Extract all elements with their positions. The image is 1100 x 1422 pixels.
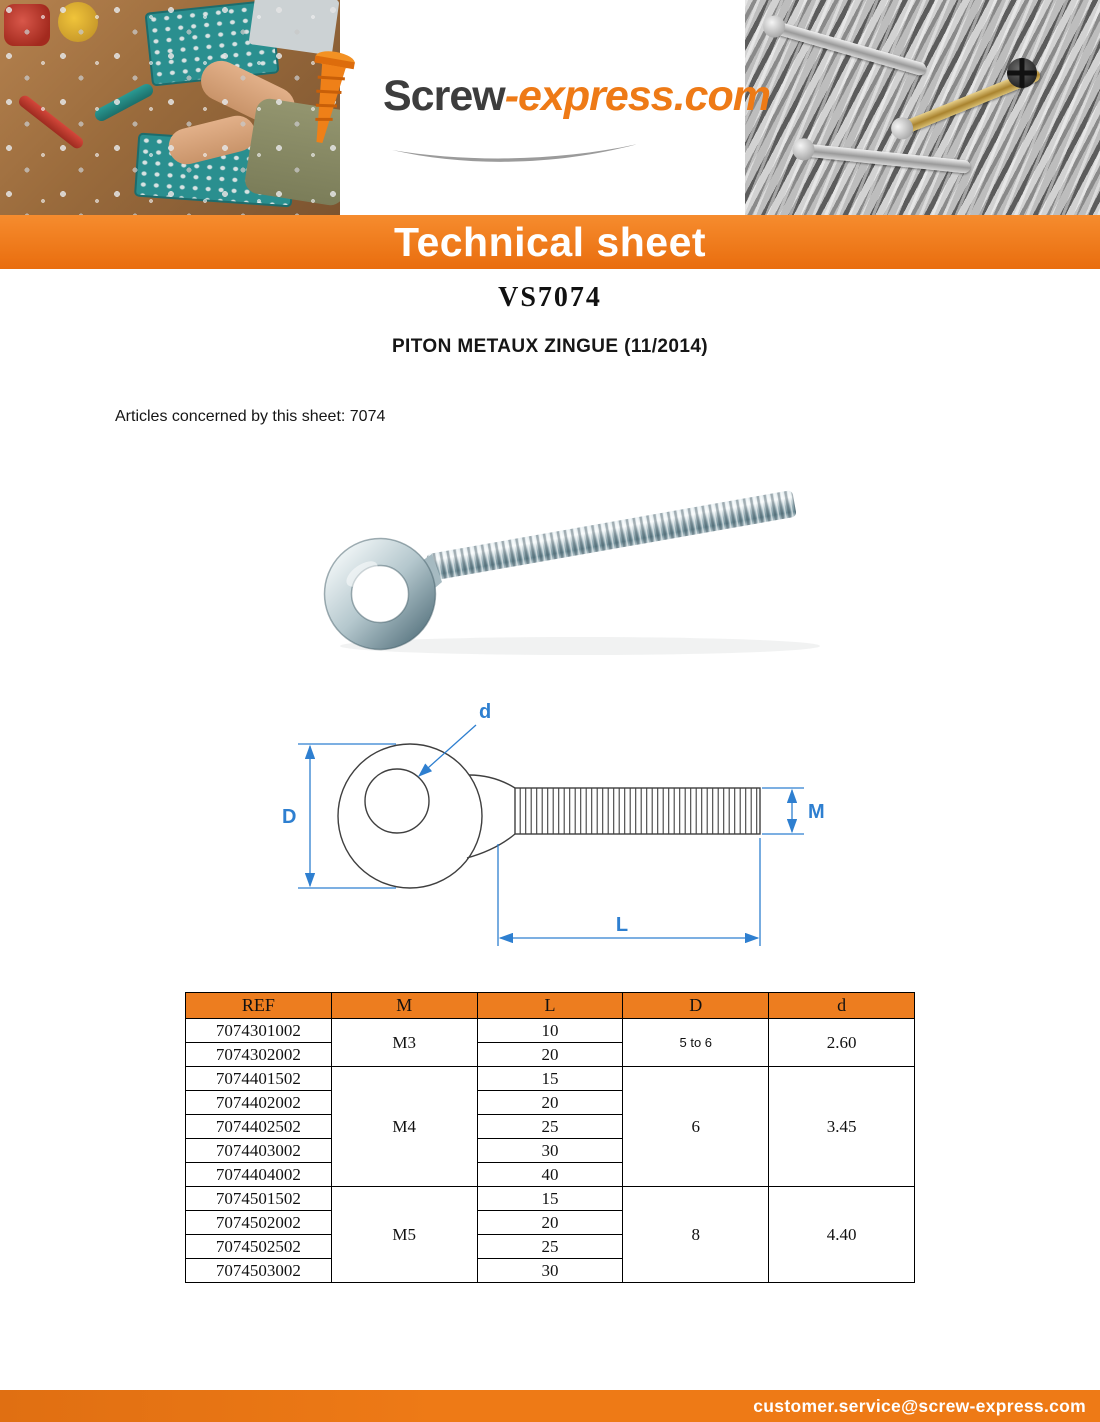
logo-text-dark: Screw (383, 72, 505, 120)
d-outer-cell: 8 (623, 1187, 769, 1283)
phillips-screw-head-icon (1007, 58, 1037, 88)
m-cell: M4 (331, 1067, 477, 1187)
document-ref: VS7074 (498, 282, 602, 313)
logo (383, 72, 770, 121)
table-header-cell: d (769, 993, 915, 1019)
d-outer-cell: 6 (623, 1067, 769, 1187)
m-cell: M5 (331, 1187, 477, 1283)
logo-swoosh (390, 142, 640, 168)
table-header-cell: M (331, 993, 477, 1019)
dimensions-table-body (186, 1019, 915, 1283)
l-cell: 20 (477, 1091, 623, 1115)
d-inner-cell: 4.40 (769, 1187, 915, 1283)
product-eye-ring (325, 539, 436, 650)
d-inner-cell: 3.45 (769, 1067, 915, 1187)
ref-cell: 7074403002 (186, 1139, 332, 1163)
footer (0, 1390, 1100, 1422)
l-cell: 15 (477, 1067, 623, 1091)
table-header-cell: REF (186, 993, 332, 1019)
technical-drawing (270, 698, 830, 960)
articles-line: Articles concerned by this sheet: 7074 (115, 408, 386, 425)
table-row (186, 1067, 915, 1091)
d-inner-cell: 2.60 (769, 1019, 915, 1067)
d-outer-cell: 5 to 6 (623, 1019, 769, 1067)
banner-title: Technical sheet (393, 218, 707, 265)
screws-pile-photo (745, 0, 1100, 215)
dimension-lines (298, 725, 804, 946)
ref-cell: 7074402002 (186, 1091, 332, 1115)
ref-cell: 7074404002 (186, 1163, 332, 1187)
ref-cell: 7074503002 (186, 1259, 332, 1283)
table-header-cell: D (623, 993, 769, 1019)
l-cell: 20 (477, 1211, 623, 1235)
l-cell: 40 (477, 1163, 623, 1187)
table-row (186, 1019, 915, 1043)
l-cell: 25 (477, 1235, 623, 1259)
banner (0, 215, 1100, 269)
screw (801, 143, 971, 174)
scattered-screws (0, 0, 340, 215)
l-cell: 20 (477, 1043, 623, 1067)
document-subtitle: PITON METAUX ZINGUE (11/2014) (391, 336, 709, 357)
l-cell: 30 (477, 1259, 623, 1283)
footer-email: customer.service@screw-express.com (753, 1395, 1086, 1416)
table-row (186, 1187, 915, 1211)
ref-cell: 7074501502 (186, 1187, 332, 1211)
ref-cell: 7074301002 (186, 1019, 332, 1043)
table-header-row (186, 993, 915, 1019)
dimension-label-L: L (615, 914, 629, 936)
screw-logo-icon (300, 50, 364, 150)
ref-cell: 7074402502 (186, 1115, 332, 1139)
product-photo (280, 462, 840, 662)
ref-cell: 7074302002 (186, 1043, 332, 1067)
dimension-label-D: D (282, 806, 297, 828)
dimension-label-M: M (808, 801, 825, 823)
ref-cell: 7074502002 (186, 1211, 332, 1235)
screw (770, 20, 927, 77)
l-cell: 10 (477, 1019, 623, 1043)
l-cell: 25 (477, 1115, 623, 1139)
thread-hatching (515, 788, 760, 834)
m-cell: M3 (331, 1019, 477, 1067)
workbench-photo (0, 0, 340, 215)
product-shaft (426, 490, 797, 581)
table-header-cell: L (477, 993, 623, 1019)
dimension-label-d: d (479, 701, 492, 723)
ref-cell: 7074401502 (186, 1067, 332, 1091)
l-cell: 30 (477, 1139, 623, 1163)
ref-cell: 7074502502 (186, 1235, 332, 1259)
logo-text-orange: -express.com (504, 72, 770, 120)
l-cell: 15 (477, 1187, 623, 1211)
dimensions-table (185, 992, 915, 1283)
